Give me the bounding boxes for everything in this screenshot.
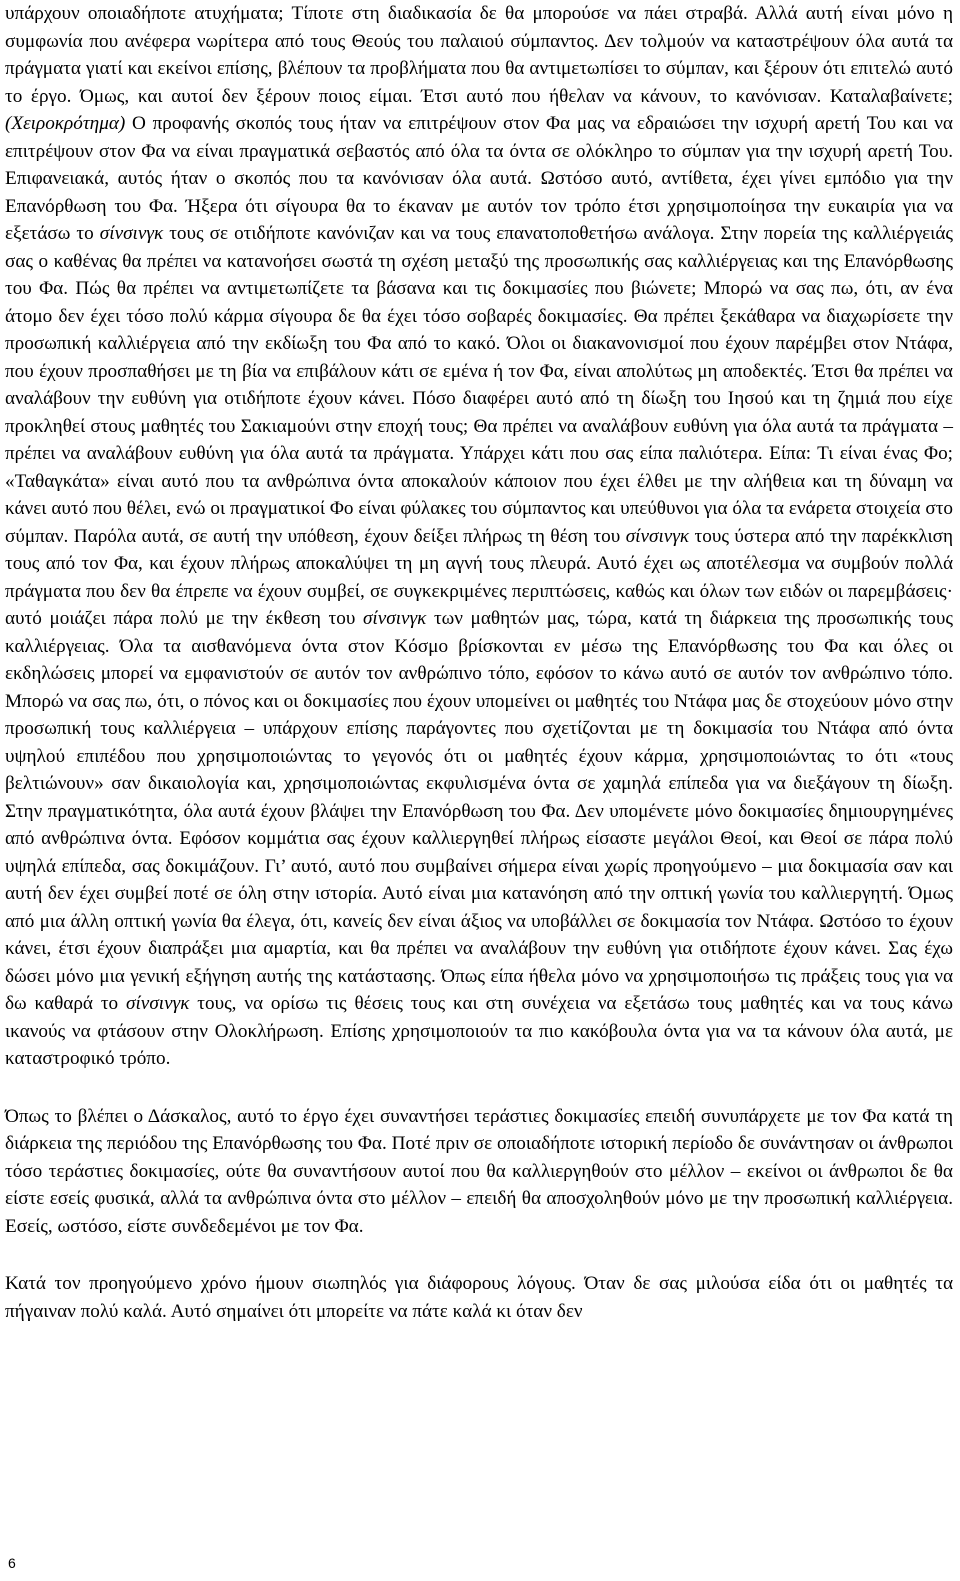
- page-number: 6: [8, 1555, 16, 1571]
- paragraph: [5, 1270, 953, 1325]
- document-body: [5, 0, 953, 1325]
- italic-text: (Χειροκρότημα): [5, 113, 126, 134]
- italic-text: σίνσινγκ: [362, 608, 427, 629]
- text-run: τους ύστερα από την παρέκκλιση τους από τον Φα, και έχουν πλήρως αποκαλύψει τη μη αγνή τους πλευρά. Αυτό έχει ως αποτέλεσμα να συμβούν πολλά πράγματα που δεν θα έπρεπε να έχουν συμβεί, σε συγκεκριμένες περιπτώσεις, καθώς και όλων των ειδών οι παρεμβάσεις· αυτό μοιάζει πάρα πολύ με την έκθεση του: [5, 525, 953, 629]
- text-run: Όπως το βλέπει ο Δάσκαλος, αυτό το έργο έχει συναντήσει τεράστιες δοκιμασίες επειδή συνυπάρχετε με τον Φα κατά τη διάρκεια της περιόδου της Επανόρθωσης του Φα. Ποτέ πριν σε οποιαδήποτε ιστορική περίοδο δε συνάντησαν οι άνθρωποι τόσο τεράστιες δοκιμασίες, ούτε θα συναντήσουν αυτοί που θα καλλιεργηθούν στο μέλλον – εκείνοι οι άνθρωποι δε θα είστε εσείς φυσικά, αλλά τα ανθρώπινα όντα στο μέλλον – επειδή θα αποσχοληθούν μόνο με την προσωπική καλλιέργεια. Εσείς, ωστόσο, είστε συνδεδεμένοι με τον Φα.: [5, 1105, 953, 1237]
- italic-text: σίνσινγκ: [99, 223, 164, 244]
- paragraph: [5, 1103, 953, 1241]
- paragraph: [5, 0, 953, 1073]
- text-run: Κατά τον προηγούμενο χρόνο ήμουν σιωπηλός για διάφορους λόγους. Όταν δε σας μιλούσα είδα ότι οι μαθητές τα πήγαιναν πολύ καλά. Αυτό σημαίνει ότι μπορείτε να πάτε καλά κι όταν δεν: [5, 1273, 953, 1322]
- text-run: τους, να ορίσω τις θέσεις τους και στη συνέχεια να εξετάσω τους μαθητές και να τους κάνω ικανούς να φτάσουν στην Ολοκλήρωση. Επίσης χρησιμοποιούν τα πιο κακόβουλα όντα για να τα κάνουν όλα αυτά, με καταστροφικό τρόπο.: [5, 993, 954, 1069]
- text-run: Ο προφανής σκοπός τους ήταν να επιτρέψουν στον Φα μας να εδραιώσει την ισχυρή αρετή Του και να επιτρέψουν στον Φα να είναι πραγματικά σεβαστός από όλα τα όντα σε ολόκληρο το σύμπαν για την ισχυρή αρετή Του. Επιφανειακά, αυτός ήταν ο σκοπός που τα κανόνισαν όλα αυτά. Ωστόσο αυτό, αντίθετα, έχει γίνει εμπόδιο για την Επανόρθωση του Φα. Ήξερα ότι σίγουρα θα το έκαναν με αυτόν τον τρόπο έτσι χρησιμοποίησα την ευκαιρία για να εξετάσω το: [5, 113, 953, 244]
- italic-text: σίνσινγκ: [126, 993, 190, 1014]
- text-run: τους σε οτιδήποτε κανόνιζαν και να τους επανατοποθετήσω ανάλογα. Στην πορεία της καλλιέργειάς σας ο καθένας θα πρέπει να κατανοήσει σωστά τη σχέση μεταξύ της προσωπικής σας καλλιέργειας και της Επανόρθωσης του Φα. Πώς θα πρέπει να αντιμετωπίζετε τα βάσανα και τις δοκιμασίες που βιώνετε; Μπορώ να σας πω, ότι, αν ένα άτομο δεν έχει τόσο πολύ κάρμα σίγουρα δε θα έχει τόσο σοβαρές δοκιμασίες. Θα πρέπει ξεκάθαρα να διαχωρίσετε την προσωπική καλλιέργεια από την εκδίωξη του Φα από το κακό. Όλοι οι διακανονισμοί που έχουν παρέμβει στον Ντάφα, που έχουν προσπαθήσει με τη βία να επιβάλουν κάτι σε εμένα ή τον Φα, είναι απολύτως μη αποδεκτές. Έτσι θα πρέπει να αναλάβουν την ευθύνη για οτιδήποτε έχουν κάνει. Πόσο διαφέρει αυτό από τη δίωξη του Ιησού και τη ζημιά που είχε προκληθεί στους μαθητές του Σακιαμούνι στην εποχή τους; Θα πρέπει να αναλάβουν ευθύνη για όλα αυτά τα πράγματα – πρέπει να αναλάβουν ευθύνη για όλα αυτά τα πράγματα. Υπάρχει κάτι που σας είπα παλιότερα. Είπα: Τι είναι ένας Φο; «Ταθαγκάτα» είναι αυτό που τα ανθρώπινα όντα αποκαλούν κάποιον που έχει έλθει με την αλήθεια και τη δύναμη να κάνει αυτό που θέλει, ενώ οι πραγματικοί Φο είναι φύλακες του σύμπαντος και υπεύθυνοι για όλα τα ενάρετα στοιχεία στο σύμπαν. Παρόλα αυτά, σε αυτή την υπόθεση, έχουν δείξει πλήρως τη θέση του: [5, 223, 953, 547]
- italic-text: σίνσινγκ: [625, 525, 690, 547]
- text-run: των μαθητών μας, τώρα, κατά τη διάρκεια της προσωπικής τους καλλιέργειας. Όλα τα αισθανόμενα όντα στον Κόσμο βρίσκονται εν μέσω της Επανόρθωσης του Φα και όλες οι εκδηλώσεις μπορεί να εμφανιστούν σε αυτόν τον ανθρώπινο τόπο, εφόσον το κάνω αυτό σε αυτόν τον ανθρώπινο τόπο. Μπορώ να σας πω, ότι, ο πόνος και οι δοκιμασίες που έχουν υπομείνει οι μαθητές του Ντάφα μας δε στοχεύουν μόνο στην προσωπική τους καλλιέργεια – υπάρχουν επίσης παράγοντες που σχετίζονται με τη δοκιμασία του Ντάφα από όντα υψηλού επιπέδου που χρησιμοποιώντας το γεγονός ότι οι μαθητές έχουν κάρμα, χρησιμοποιώντας το ότι «τους βελτιώνουν» σαν δικαιολογία και, χρησιμοποιώντας εκφυλισμένα όντα σε χαμηλά επίπεδα για να διεξάγουν τη δίωξη. Στην πραγματικότητα, όλα αυτά έχουν βλάψει την Επανόρθωση του Φα. Δεν υπομένετε μόνο δοκιμασίες δημιουργημένες από ανθρώπινα όντα. Εφόσον κομμάτια σας έχουν καλλιεργηθεί πλήρως είσαστε μεγάλοι Θεοί, και Θεοί σε πάρα πολύ υψηλά επίπεδα, σας δοκιμάζουν. Γι’ αυτό, αυτό που συμβαίνει σήμερα είναι χωρίς προηγούμενο – μια δοκιμασία σαν και αυτή δεν έχει συμβεί ποτέ σε όλη στην ιστορία. Αυτό είναι μια κατανόηση από την οπτική γωνία του καλλιεργητή. Όμως από μια άλλη οπτική γωνία θα έλεγα, ότι, κανείς δεν είναι άξιος να υποβάλλει σε δοκιμασία τον Ντάφα. Ωστόσο το έχουν κάνει, έτσι έχουν διαπράξει μια αμαρτία, και θα πρέπει να αναλάβουν την ευθύνη για οτιδήποτε έχουν κάνει. Σας έχω δώσει μόνο μια γενική εξήγηση αυτής της κατάστασης. Όπως είπα ήθελα μόνο να χρησιμοποιήσω τις πράξεις τους για να δω καθαρά το: [5, 608, 953, 1014]
- text-run: υπάρχουν οποιαδήποτε ατυχήματα; Τίποτε στη διαδικασία δε θα μπορούσε να πάει στραβά. Αλλά αυτή είναι μόνο η συμφωνία που ανέφερα νωρίτερα από τους Θεούς του παλαιού σύμπαντος. Δεν τολμούν να καταστρέψουν όλα αυτά τα πράγματα γιατί και εκείνοι επίσης, βλέπουν τα προβλήματα που θα αντιμετωπίσει το σύμπαν, και ξέρουν ότι επιτελώ αυτό το έργο. Όμως, και αυτοί δεν ξέρουν ποιος είμαι. Έτσι αυτό που ήθελαν να κάνουν, το κανόνισαν. Καταλαβαίνετε;: [5, 3, 953, 107]
